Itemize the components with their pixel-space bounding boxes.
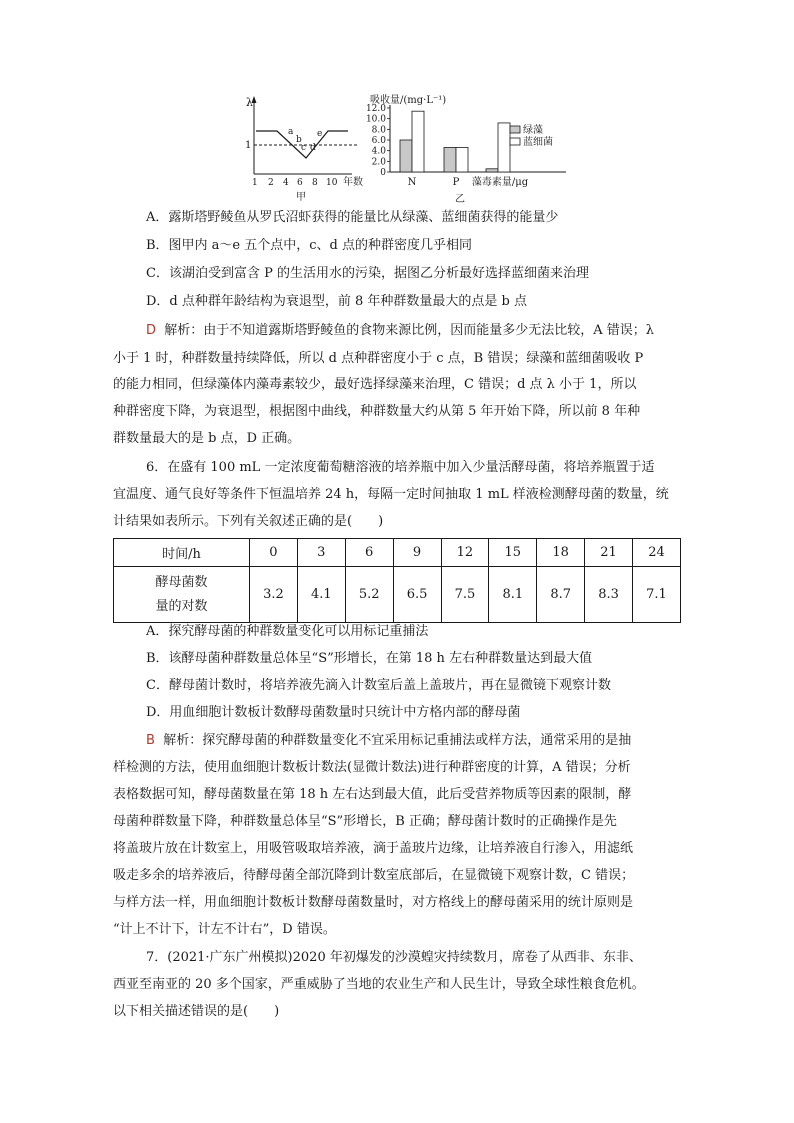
table-time-cell: 6 (345, 539, 393, 567)
row-label-line-1: 酵母菌数 (155, 574, 208, 590)
bar-cyanobacteria-0 (412, 111, 424, 172)
bar-cyanobacteria-2 (498, 123, 510, 172)
table-value-cell: 3.2 (250, 567, 298, 623)
bar-cyanobacteria-1 (456, 147, 468, 172)
x-tick: 2 (268, 178, 274, 188)
table-value-cell: 7.5 (441, 567, 489, 623)
table-value-cell: 8.7 (537, 567, 585, 623)
q6-stem-line: 宜温度、通气良好等条件下恒温培养 24 h，每隔一定时间抽取 1 mL 样液检测酵母菌的数量，统 (113, 487, 669, 502)
table-time-cell: 18 (537, 539, 585, 567)
table-header-row (114, 539, 681, 567)
bar-green-algae-0 (400, 140, 412, 172)
q5-option-c: C．该湖泊受到富含 P 的生活用水的污染，据图乙分析最好选择蓝细菌来治理 (146, 266, 589, 281)
x-tick: 4 (283, 178, 289, 188)
figure-caption-yi: 乙 (455, 194, 465, 204)
q6-option-a: A．探究酵母菌的种群数量变化可以用标记重捕法 (146, 624, 429, 639)
q6-option-b: B．该酵母菌种群数量总体呈“S”形增长，在第 18 h 左右种群数量达到最大值 (146, 651, 593, 666)
q7-stem-line: 以下相关描述错误的是( ) (113, 1004, 280, 1019)
category-label: P (452, 177, 460, 188)
table-value-cell: 8.3 (585, 567, 633, 623)
q6-stem-line: 6．在盛有 100 mL 一定浓度葡萄糖溶液的培养瓶中加入少量活酵母菌，将培养瓶置于适 (146, 460, 655, 475)
table-row-label (114, 567, 250, 623)
figure-caption-jia: 甲 (296, 192, 306, 202)
category-label: 藻毒素量/μg (471, 177, 529, 188)
bar-green-algae-1 (444, 147, 456, 172)
y-tick-label: 8.0 (371, 125, 386, 136)
q6-analysis-line: 母菌种群数量下降，种群数量总体呈“S”形增长，B 正确；酵母菌计数时的正确操作是先 (113, 814, 617, 829)
q5-option-a: A．露斯塔野鲮鱼从罗氏沼虾获得的能量比从绿藻、蓝细菌获得的能量少 (146, 210, 559, 225)
x-unit: 年数 (343, 177, 363, 188)
q6-analysis-line (146, 731, 631, 751)
category-label: N (407, 177, 417, 188)
table-time-cell: 15 (489, 539, 537, 567)
point-label-b: b (296, 135, 302, 145)
y-tick-label: 2.0 (371, 157, 386, 168)
y-tick-label: 10.0 (365, 114, 386, 125)
x-tick: 1 (252, 178, 258, 188)
x-tick: 10 (326, 178, 338, 188)
q5-analysis-line: 种群密度下降，为衰退型，根据图中曲线，种群数量大约从第 5 年开始下降，所以前 8 年种 (113, 404, 641, 419)
point-label-a: a (288, 127, 294, 137)
point-label-e: e (317, 129, 323, 139)
q6-analysis-line: 表格数据可知，酵母菌数量在第 18 h 左右达到最大值，此后受营养物质等因素的限制，酵 (113, 787, 632, 802)
q5-analysis-line: 小于 1 时，种群数量持续降低，所以 d 点种群密度小于 c 点，B 错误；绿藻和蓝细菌吸收 P (113, 351, 644, 366)
table-value-cell: 6.5 (393, 567, 441, 623)
y-tick-label: 4.0 (371, 146, 386, 157)
q5-analysis-text: 解析：由于不知道露斯塔野鲮鱼的食物来源比例，因而能量多少无法比较，A 错误；λ (164, 323, 655, 338)
q6-analysis-text: 解析：探究酵母菌的种群数量变化不宜采用标记重捕法或样方法，通常采用的是抽 (163, 733, 632, 748)
table-time-cell: 9 (393, 539, 441, 567)
y-tick-label: 0 (380, 168, 386, 178)
q7-stem-line: 7．(2021·广东广州模拟)2020 年初爆发的沙漠蝗灾持续数月，席卷了从西非、东非、 (146, 950, 642, 965)
q6-analysis-line: 与样方法一样，用血细胞计数板计数酵母菌数量时，对方格线上的酵母菌采用的统计原则是 (113, 895, 634, 910)
q6-data-table (113, 538, 681, 623)
x-tick: 8 (312, 178, 318, 188)
table-value-cell: 8.1 (489, 567, 537, 623)
q5-option-d: D．d 点种群年龄结构为衰退型，前 8 年种群数量最大的点是 b 点 (146, 294, 527, 309)
legend-label-cyanobacteria: 蓝细菌 (523, 137, 553, 148)
figure-yi-bar-chart (360, 92, 590, 204)
q6-option-d: D．用血细胞计数板计数酵母菌数量时只统计中方格内部的酵母菌 (146, 705, 521, 720)
q5-analysis-line: 的能力相同，但绿藻体内藻毒素较少，最好选择绿藻来治理，C 错误；d 点 λ 小于 1，所以 (113, 377, 637, 392)
q7-stem-line: 西亚至南亚的 20 多个国家，严重威胁了当地的农业生产和人民生计，导致全球性粮食危机。 (113, 977, 645, 992)
table-time-cell: 3 (297, 539, 345, 567)
table-value-cell: 5.2 (345, 567, 393, 623)
q6-stem-line: 计结果如表所示。下列有关叙述正确的是( ) (113, 514, 384, 529)
q5-answer-letter: D (146, 323, 157, 338)
point-label-d: d (310, 143, 316, 153)
q6-analysis-line: 将盖玻片放在计数室上，用吸管吸取培养液，滴于盖玻片边缘，让培养液自行渗入，用滤纸 (113, 841, 634, 856)
q6-analysis-line: “计上不计下，计左不计右”，D 错误。 (113, 922, 336, 937)
q5-option-b: B．图甲内 a～e 五个点中，c、d 点的种群密度几乎相同 (146, 238, 472, 253)
q6-answer-letter: B (146, 733, 155, 748)
point-label-c: c (301, 143, 307, 153)
bar-green-algae-2 (486, 169, 498, 172)
table-value-cell: 4.1 (297, 567, 345, 623)
lambda-axis-label: λ (246, 96, 253, 109)
q6-option-c: C．酵母菌计数时，将培养液先滴入计数室后盖上盖玻片，再在显微镜下观察计数 (146, 678, 611, 693)
q6-analysis-line: 吸走多余的培养液后，待酵母菌全部沉降到计数室底部后，在显微镜下观察计数，C 错误； (113, 868, 635, 883)
y-axis-title: 吸收量/(mg·L⁻¹) (370, 95, 447, 106)
table-time-cell: 0 (250, 539, 298, 567)
x-tick: 6 (297, 178, 303, 188)
y-tick-label: 12.0 (365, 104, 386, 114)
legend-swatch-green-algae (510, 126, 520, 133)
table-value-row (114, 567, 681, 623)
legend-swatch-cyanobacteria (510, 138, 520, 145)
figure-jia-lambda-graph (240, 92, 365, 202)
table-header-label: 时间/h (114, 539, 250, 567)
table-time-cell: 21 (585, 539, 633, 567)
table-time-cell: 24 (633, 539, 681, 567)
q5-analysis-line: 群数量最大的是 b 点，D 正确。 (113, 431, 301, 446)
q6-analysis-line: 样检测的方法，使用血细胞计数板计数法(显微计数法)进行种群密度的计算，A 错误；分析 (113, 760, 631, 775)
table-time-cell: 12 (441, 539, 489, 567)
row-label-line-2: 量的对数 (155, 598, 208, 614)
table-value-cell: 7.1 (633, 567, 681, 623)
legend-label-green-algae: 绿藻 (523, 125, 543, 136)
one-label: 1 (245, 140, 252, 151)
q5-analysis-line (146, 321, 654, 341)
y-tick-label: 6.0 (371, 136, 386, 146)
